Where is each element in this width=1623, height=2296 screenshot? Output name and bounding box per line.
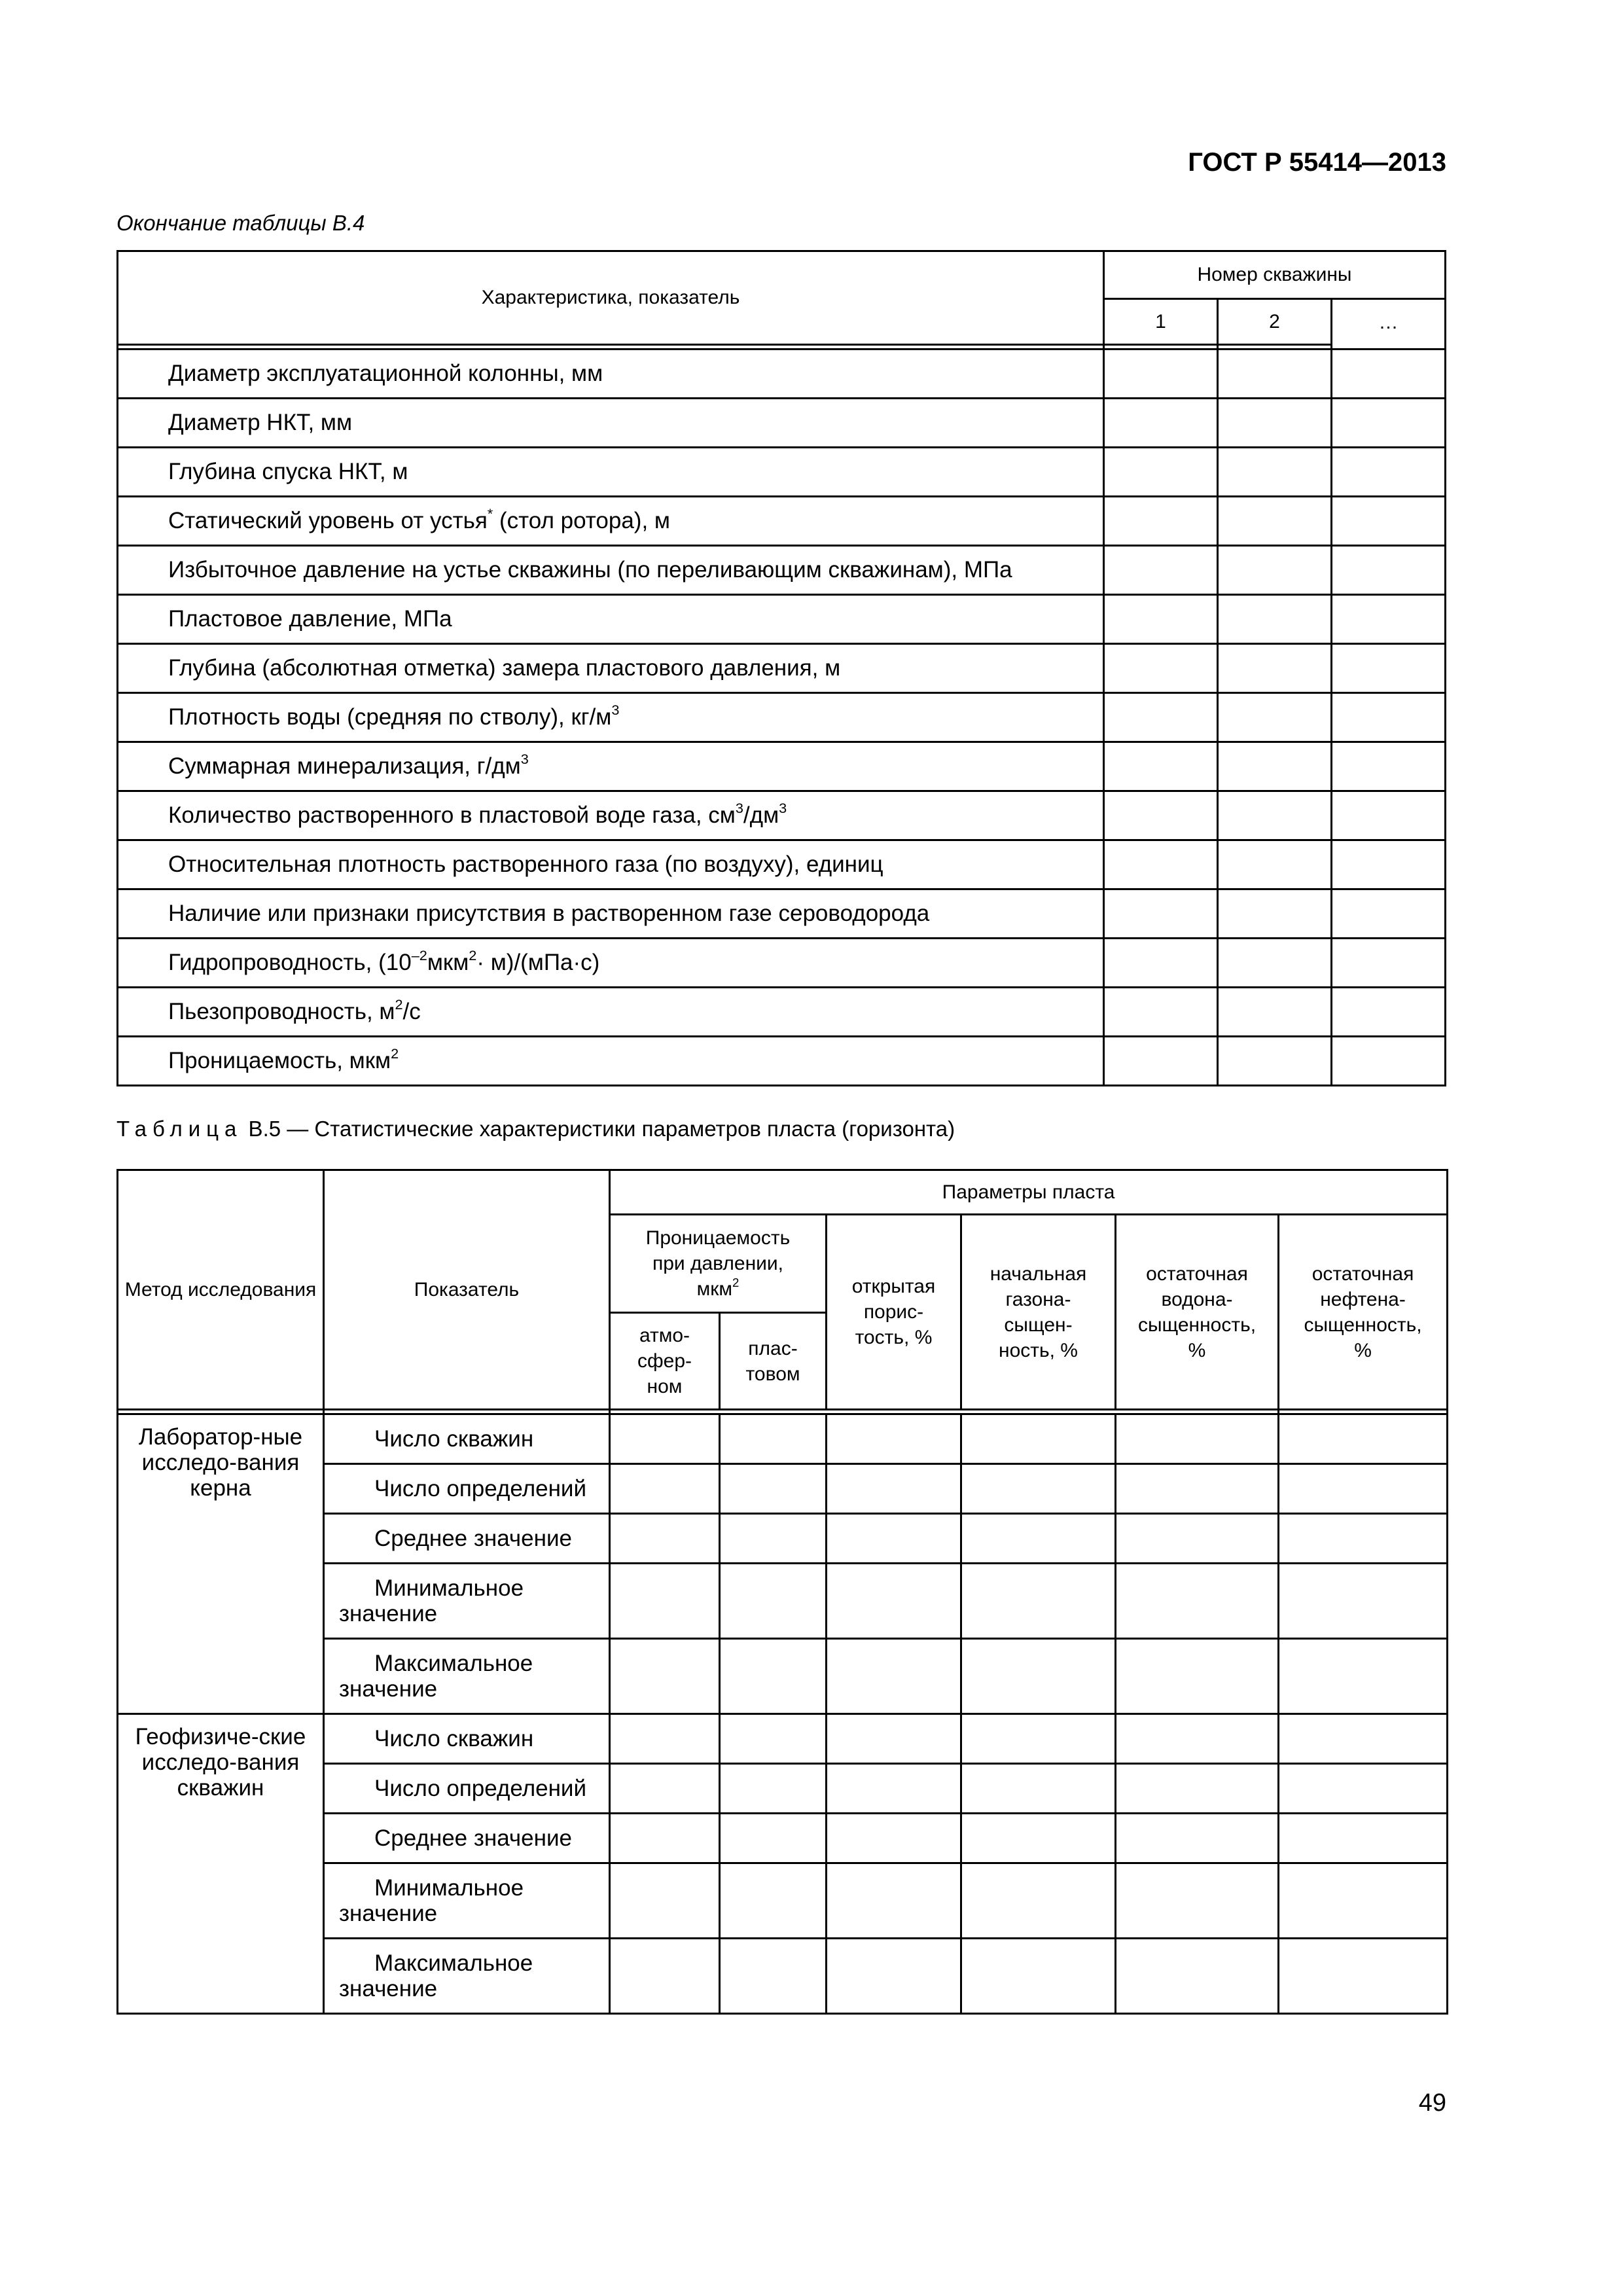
well-value-cell-2[interactable] bbox=[1217, 448, 1331, 497]
table-b5-header-porosity: открытая порис-тость, % bbox=[827, 1215, 961, 1410]
well-value-cell-1[interactable] bbox=[1103, 889, 1217, 939]
indicator-cell: Число определений bbox=[324, 1764, 610, 1814]
param-value-cell-3[interactable] bbox=[827, 1939, 961, 2014]
indicator-line-1: Минимальное bbox=[374, 1575, 524, 1601]
well-value-cell-2[interactable] bbox=[1217, 350, 1331, 399]
param-value-cell-1[interactable] bbox=[610, 1814, 720, 1863]
table-b5-header-separator bbox=[118, 1410, 1448, 1414]
row-label-text: Статический уровень от устья bbox=[168, 508, 488, 533]
indicator-line-2: значение bbox=[339, 1601, 438, 1626]
row-label-superscript: 2 bbox=[391, 1045, 399, 1062]
param-value-cell-4[interactable] bbox=[961, 1639, 1116, 1714]
well-value-cell-1[interactable] bbox=[1103, 1037, 1217, 1086]
table-b5-header-params: Параметры пласта bbox=[610, 1170, 1448, 1215]
well-value-cell-1[interactable] bbox=[1103, 399, 1217, 448]
table-row bbox=[118, 350, 1446, 399]
permeability-unit-sup: 2 bbox=[732, 1275, 740, 1289]
row-label-superscript: 2 bbox=[469, 946, 477, 963]
table-b5-header-indicator: Показатель bbox=[324, 1170, 610, 1410]
param-value-cell-1[interactable] bbox=[610, 1414, 720, 1464]
row-label-superscript: 2 bbox=[395, 996, 403, 1013]
well-value-cell-3[interactable] bbox=[1331, 693, 1445, 742]
param-value-cell-3[interactable] bbox=[827, 1764, 961, 1814]
row-label-text: Наличие или признаки присутствия в растворенном газе сероводорода bbox=[168, 901, 930, 926]
well-value-cell-2[interactable] bbox=[1217, 693, 1331, 742]
well-value-cell-2[interactable] bbox=[1217, 546, 1331, 595]
table-b5-caption bbox=[116, 1117, 955, 1141]
param-value-cell-6[interactable] bbox=[1279, 1639, 1448, 1714]
row-label-text: /дм bbox=[743, 802, 779, 828]
well-value-cell-2[interactable] bbox=[1217, 988, 1331, 1037]
well-value-cell-1[interactable] bbox=[1103, 644, 1217, 693]
table-row bbox=[118, 644, 1446, 693]
param-value-cell-2[interactable] bbox=[720, 1514, 827, 1564]
well-value-cell-2[interactable] bbox=[1217, 644, 1331, 693]
table-row bbox=[118, 1714, 1448, 1764]
well-value-cell-1[interactable] bbox=[1103, 497, 1217, 546]
param-value-cell-5[interactable] bbox=[1116, 1939, 1279, 2014]
row-label bbox=[118, 840, 1104, 889]
row-label bbox=[118, 644, 1104, 693]
row-label-text: Количество растворенного в пластовой воде газа, см bbox=[168, 802, 736, 828]
permeability-label: Проницаемость при давлении, мкм bbox=[645, 1227, 791, 1300]
row-label-text: Глубина спуска НКТ, м bbox=[168, 459, 408, 484]
well-value-cell-3[interactable] bbox=[1331, 350, 1445, 399]
well-value-cell-3[interactable] bbox=[1331, 939, 1445, 988]
row-label-text: Относительная плотность растворенного газа (по воздуху), единиц bbox=[168, 852, 883, 877]
param-value-cell-2[interactable] bbox=[720, 1414, 827, 1464]
param-value-cell-5[interactable] bbox=[1116, 1863, 1279, 1939]
page-number: 49 bbox=[1418, 2089, 1446, 2117]
param-value-cell-1[interactable] bbox=[610, 1863, 720, 1939]
well-value-cell-2[interactable] bbox=[1217, 939, 1331, 988]
well-value-cell-1[interactable] bbox=[1103, 350, 1217, 399]
well-value-cell-3[interactable] bbox=[1331, 595, 1445, 644]
table-b5-header-reservoir: плас-товом bbox=[720, 1313, 827, 1410]
well-value-cell-2[interactable] bbox=[1217, 399, 1331, 448]
param-value-cell-5[interactable] bbox=[1116, 1639, 1279, 1714]
method-line: исследо-вания bbox=[141, 1749, 300, 1776]
table-b5-header-method: Метод исследования bbox=[118, 1170, 324, 1410]
well-value-cell-2[interactable] bbox=[1217, 742, 1331, 791]
row-label-text: мкм bbox=[427, 950, 469, 975]
table-b5-header-atmospheric: атмо-сфер-ном bbox=[610, 1313, 720, 1410]
param-value-cell-5[interactable] bbox=[1116, 1564, 1279, 1639]
param-value-cell-5[interactable] bbox=[1116, 1764, 1279, 1814]
row-label bbox=[118, 693, 1104, 742]
row-label-text: Глубина (абсолютная отметка) замера пластового давления, м bbox=[168, 655, 841, 681]
well-value-cell-3[interactable] bbox=[1331, 791, 1445, 840]
indicator-cell bbox=[324, 1639, 610, 1714]
indicator-cell bbox=[324, 1939, 610, 2014]
param-value-cell-2[interactable] bbox=[720, 1939, 827, 2014]
indicator-cell: Число скважин bbox=[324, 1714, 610, 1764]
param-value-cell-2[interactable] bbox=[720, 1714, 827, 1764]
well-value-cell-2[interactable] bbox=[1217, 791, 1331, 840]
well-value-cell-3[interactable] bbox=[1331, 497, 1445, 546]
table-b4-well-1: 1 bbox=[1103, 299, 1217, 345]
table-row bbox=[118, 939, 1446, 988]
param-value-cell-6[interactable] bbox=[1279, 1414, 1448, 1464]
table-b5-caption-prefix: Таблица bbox=[116, 1117, 243, 1141]
row-label bbox=[118, 939, 1104, 988]
table-b4-header-characteristic: Характеристика, показатель bbox=[118, 251, 1104, 345]
table-row bbox=[118, 742, 1446, 791]
param-value-cell-5[interactable] bbox=[1116, 1814, 1279, 1863]
row-label bbox=[118, 889, 1104, 939]
row-label bbox=[118, 1037, 1104, 1086]
table-row bbox=[118, 497, 1446, 546]
param-value-cell-4[interactable] bbox=[961, 1714, 1116, 1764]
table-b5-body bbox=[118, 1414, 1448, 2014]
document-header: ГОСТ Р 55414—2013 bbox=[1188, 148, 1446, 177]
well-value-cell-2[interactable] bbox=[1217, 595, 1331, 644]
indicator-line-2: значение bbox=[339, 1976, 438, 2001]
param-value-cell-1[interactable] bbox=[610, 1714, 720, 1764]
row-label-text: Пластовое давление, МПа bbox=[168, 606, 452, 632]
param-value-cell-2[interactable] bbox=[720, 1863, 827, 1939]
row-label-text: (стол ротора), м bbox=[493, 508, 670, 533]
well-value-cell-3[interactable] bbox=[1331, 988, 1445, 1037]
well-value-cell-1[interactable] bbox=[1103, 742, 1217, 791]
param-value-cell-1[interactable] bbox=[610, 1764, 720, 1814]
param-value-cell-2[interactable] bbox=[720, 1639, 827, 1714]
well-value-cell-1[interactable] bbox=[1103, 595, 1217, 644]
param-value-cell-1[interactable] bbox=[610, 1514, 720, 1564]
table-b4 bbox=[116, 250, 1446, 1086]
well-value-cell-1[interactable] bbox=[1103, 693, 1217, 742]
table-b5-header-permeability bbox=[610, 1215, 827, 1313]
well-value-cell-1[interactable] bbox=[1103, 939, 1217, 988]
well-value-cell-1[interactable] bbox=[1103, 988, 1217, 1037]
well-value-cell-3[interactable] bbox=[1331, 546, 1445, 595]
param-value-cell-4[interactable] bbox=[961, 1514, 1116, 1564]
method-cell bbox=[118, 1414, 324, 1714]
row-label-superscript: * bbox=[487, 505, 493, 522]
well-value-cell-3[interactable] bbox=[1331, 644, 1445, 693]
param-value-cell-5[interactable] bbox=[1116, 1714, 1279, 1764]
method-cell bbox=[118, 1714, 324, 2014]
table-b4-body bbox=[118, 350, 1446, 1086]
param-value-cell-1[interactable] bbox=[610, 1639, 720, 1714]
table-row bbox=[118, 595, 1446, 644]
param-value-cell-6[interactable] bbox=[1279, 1464, 1448, 1514]
row-label-superscript: 3 bbox=[520, 750, 529, 767]
indicator-line-2: значение bbox=[339, 1676, 438, 1702]
row-label bbox=[118, 497, 1104, 546]
param-value-cell-4[interactable] bbox=[961, 1464, 1116, 1514]
row-label bbox=[118, 546, 1104, 595]
table-b5 bbox=[116, 1169, 1448, 2015]
well-value-cell-2[interactable] bbox=[1217, 497, 1331, 546]
well-value-cell-1[interactable] bbox=[1103, 840, 1217, 889]
table-b5-header-oil-saturation: остаточная нефтена-сыщенность, % bbox=[1279, 1215, 1448, 1410]
param-value-cell-3[interactable] bbox=[827, 1514, 961, 1564]
row-label bbox=[118, 448, 1104, 497]
well-value-cell-2[interactable] bbox=[1217, 889, 1331, 939]
param-value-cell-4[interactable] bbox=[961, 1414, 1116, 1464]
row-label-text: /с bbox=[402, 999, 421, 1024]
row-label-text: Диаметр эксплуатационной колонны, мм bbox=[168, 361, 603, 386]
param-value-cell-2[interactable] bbox=[720, 1564, 827, 1639]
row-label bbox=[118, 791, 1104, 840]
well-value-cell-2[interactable] bbox=[1217, 1037, 1331, 1086]
row-label-text: Пьезопроводность, м bbox=[168, 999, 395, 1024]
method-line: исследо-вания bbox=[141, 1450, 300, 1476]
indicator-cell: Число определений bbox=[324, 1464, 610, 1514]
table-b4-well-2: 2 bbox=[1217, 299, 1331, 345]
row-label-text: Диаметр НКТ, мм bbox=[168, 410, 353, 435]
indicator-cell: Число скважин bbox=[324, 1414, 610, 1464]
param-value-cell-4[interactable] bbox=[961, 1939, 1116, 2014]
row-label bbox=[118, 350, 1104, 399]
table-row bbox=[118, 889, 1446, 939]
table-b4-header-separator bbox=[118, 345, 1446, 350]
indicator-cell bbox=[324, 1863, 610, 1939]
indicator-line-1: Максимальное bbox=[374, 1650, 533, 1676]
well-value-cell-2[interactable] bbox=[1217, 840, 1331, 889]
method-line: скважин bbox=[177, 1775, 264, 1801]
param-value-cell-3[interactable] bbox=[827, 1414, 961, 1464]
param-value-cell-4[interactable] bbox=[961, 1764, 1116, 1814]
table-b5-header-gas-saturation: начальная газона-сыщен-ность, % bbox=[961, 1215, 1116, 1410]
row-label-text: Плотность воды (средняя по стволу), кг/м bbox=[168, 704, 612, 730]
param-value-cell-5[interactable] bbox=[1116, 1464, 1279, 1514]
param-value-cell-5[interactable] bbox=[1116, 1414, 1279, 1464]
table-b4-caption: Окончание таблицы В.4 bbox=[116, 211, 365, 235]
row-label-text: Проницаемость, мкм bbox=[168, 1048, 391, 1073]
indicator-line-1: Максимальное bbox=[374, 1950, 533, 1976]
param-value-cell-6[interactable] bbox=[1279, 1939, 1448, 2014]
table-row bbox=[118, 1414, 1448, 1464]
row-label-text: Избыточное давление на устье скважины (по переливающим скважинам), МПа bbox=[168, 557, 1012, 583]
param-value-cell-6[interactable] bbox=[1279, 1564, 1448, 1639]
well-value-cell-3[interactable] bbox=[1331, 1037, 1445, 1086]
table-b5-caption-text: В.5 — Статистические характеристики параметров пласта (горизонта) bbox=[242, 1117, 955, 1141]
param-value-cell-1[interactable] bbox=[610, 1464, 720, 1514]
param-value-cell-1[interactable] bbox=[610, 1564, 720, 1639]
row-label-superscript: –2 bbox=[411, 946, 427, 963]
table-row bbox=[118, 1037, 1446, 1086]
row-label-text: · м)/(мПа·с) bbox=[476, 950, 600, 975]
indicator-cell bbox=[324, 1564, 610, 1639]
table-row bbox=[118, 840, 1446, 889]
table-row bbox=[118, 791, 1446, 840]
well-value-cell-3[interactable] bbox=[1331, 889, 1445, 939]
row-label-text: Гидропроводность, (10 bbox=[168, 950, 412, 975]
param-value-cell-1[interactable] bbox=[610, 1939, 720, 2014]
row-label-superscript: 3 bbox=[611, 701, 620, 718]
param-value-cell-2[interactable] bbox=[720, 1814, 827, 1863]
param-value-cell-3[interactable] bbox=[827, 1714, 961, 1764]
table-row bbox=[118, 988, 1446, 1037]
param-value-cell-2[interactable] bbox=[720, 1464, 827, 1514]
param-value-cell-6[interactable] bbox=[1279, 1814, 1448, 1863]
well-value-cell-3[interactable] bbox=[1331, 399, 1445, 448]
row-label-text: Суммарная минерализация, г/дм bbox=[168, 753, 521, 779]
method-line: Лаборатор-ные bbox=[138, 1424, 303, 1450]
param-value-cell-3[interactable] bbox=[827, 1464, 961, 1514]
table-row bbox=[118, 693, 1446, 742]
table-row bbox=[118, 399, 1446, 448]
method-line: керна bbox=[190, 1475, 251, 1501]
param-value-cell-6[interactable] bbox=[1279, 1714, 1448, 1764]
indicator-line-1: Минимальное bbox=[374, 1874, 524, 1901]
indicator-line-2: значение bbox=[339, 1901, 438, 1926]
table-b4-header-wells: Номер скважины bbox=[1103, 251, 1445, 299]
table-b5-header-water-saturation: остаточная водона-сыщенность, % bbox=[1116, 1215, 1279, 1410]
param-value-cell-6[interactable] bbox=[1279, 1514, 1448, 1564]
param-value-cell-6[interactable] bbox=[1279, 1764, 1448, 1814]
param-value-cell-3[interactable] bbox=[827, 1814, 961, 1863]
param-value-cell-3[interactable] bbox=[827, 1863, 961, 1939]
table-row bbox=[118, 448, 1446, 497]
row-label-superscript: 3 bbox=[779, 799, 787, 816]
param-value-cell-4[interactable] bbox=[961, 1564, 1116, 1639]
row-label bbox=[118, 595, 1104, 644]
param-value-cell-5[interactable] bbox=[1116, 1514, 1279, 1564]
row-label bbox=[118, 988, 1104, 1037]
param-value-cell-3[interactable] bbox=[827, 1564, 961, 1639]
well-value-cell-3[interactable] bbox=[1331, 448, 1445, 497]
well-value-cell-3[interactable] bbox=[1331, 742, 1445, 791]
well-value-cell-1[interactable] bbox=[1103, 791, 1217, 840]
row-label bbox=[118, 742, 1104, 791]
well-value-cell-3[interactable] bbox=[1331, 840, 1445, 889]
table-row bbox=[118, 546, 1446, 595]
param-value-cell-2[interactable] bbox=[720, 1764, 827, 1814]
well-value-cell-1[interactable] bbox=[1103, 448, 1217, 497]
indicator-cell: Среднее значение bbox=[324, 1514, 610, 1564]
indicator-cell: Среднее значение bbox=[324, 1814, 610, 1863]
row-label-superscript: 3 bbox=[735, 799, 743, 816]
method-line: Геофизиче-ские bbox=[135, 1724, 306, 1749]
param-value-cell-4[interactable] bbox=[961, 1814, 1116, 1863]
well-value-cell-1[interactable] bbox=[1103, 546, 1217, 595]
param-value-cell-6[interactable] bbox=[1279, 1863, 1448, 1939]
table-b4-well-more: … bbox=[1331, 299, 1445, 350]
row-label bbox=[118, 399, 1104, 448]
param-value-cell-3[interactable] bbox=[827, 1639, 961, 1714]
param-value-cell-4[interactable] bbox=[961, 1863, 1116, 1939]
